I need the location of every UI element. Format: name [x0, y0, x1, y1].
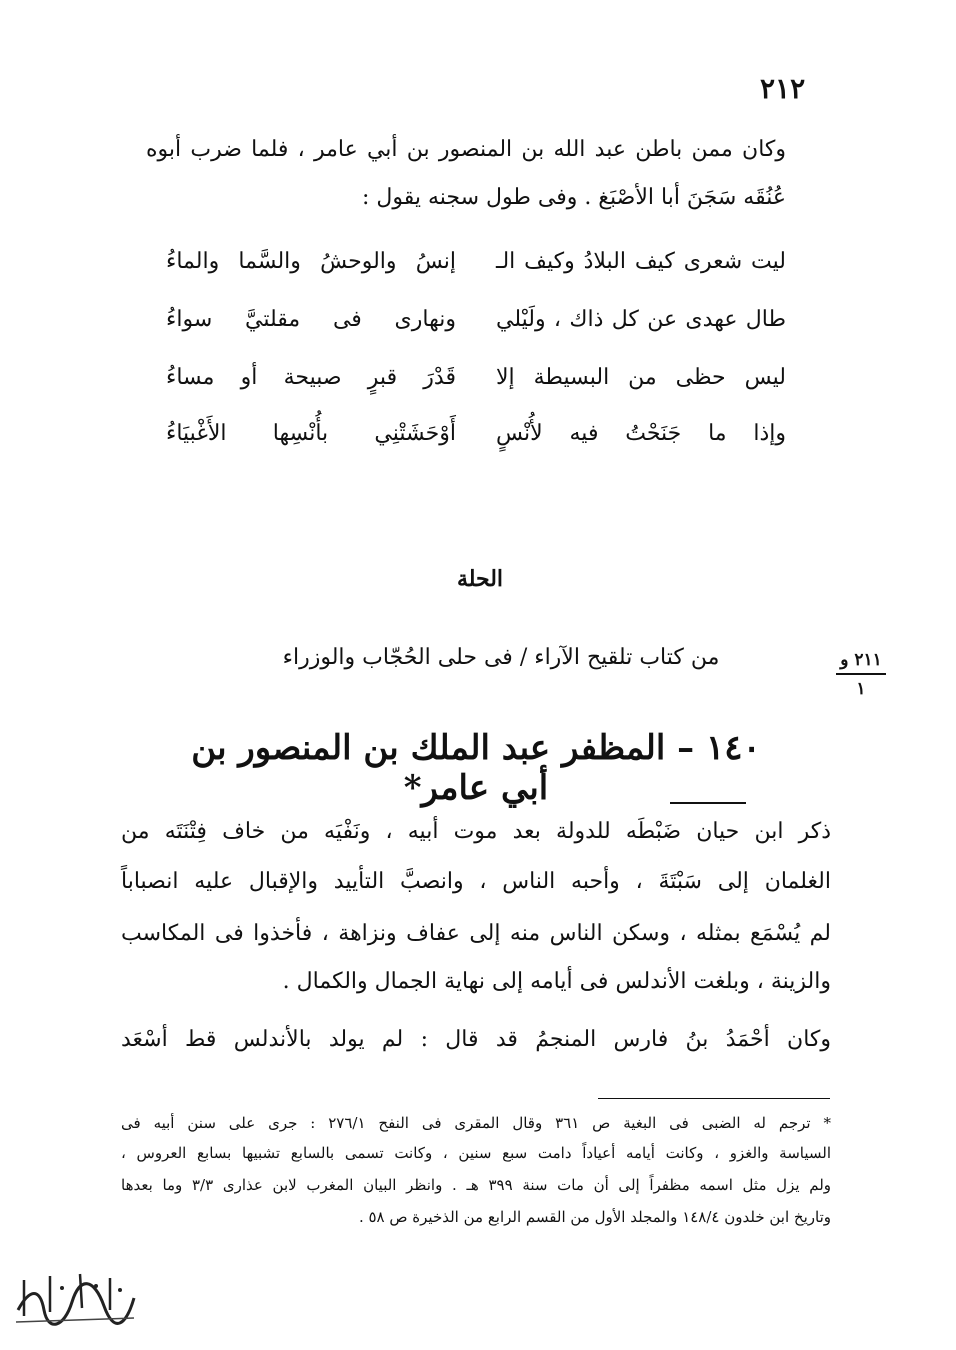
verse-second-hemistich: قَدْرَ قبرٍ صبيحة أو مساءُ: [166, 365, 456, 390]
verse-row: [166, 300, 786, 340]
verse-first-hemistich: طال عهدى عن كل ذاك ، ولَيْلي: [496, 307, 786, 332]
section-title: الحلة: [456, 566, 504, 592]
body-line-1: ذكر ابن حيان ضَبْطَه للدولة بعد موت أبيه ، ونَفْيَه من خاف فِتْنَتَه من: [121, 819, 831, 844]
body-line-5: وكان أحْمَدُ بنُ فارس المنجمُ قد قال : لم يولد بالأندلس قط أسْعَد: [121, 1027, 831, 1052]
body-line-2: الغلمان إلى سَبْتَةَ ، وأحبه الناس ، وانصبَّ التأييد والإقبال عليه انصباباً: [121, 869, 831, 894]
footnote-line-4: وتاريخ ابن خلدون ١٤٨/٤ والمجلد الأول من القسم الرابع من الذخيرة ص ٥٨ .: [358, 1208, 831, 1226]
verse-row: [166, 242, 786, 282]
margin-reference: [836, 650, 886, 699]
verse-row: [166, 358, 786, 398]
intro-line-1: وكان ممن باطن عبد الله بن المنصور بن أبي عامر ، فلما ضرب أبوه: [146, 137, 786, 162]
footnote-line-3: ولم يزل مثل اسمه مظفراً إلى أن مات سنة ٣٩٩ هـ . وانظر البيان المغرب لابن عذارى ٣/٣ وما بعدها: [121, 1176, 832, 1194]
verse-first-hemistich: ليت شعرى كيف البلادُ وكيف الـ: [496, 249, 786, 274]
verse-first-hemistich: وإذا ما جَنَحْتُ فيه لأُنْسٍ: [496, 421, 786, 446]
verse-second-hemistich: ونهارى فى مقلتيَّ سواءُ: [166, 307, 456, 332]
verse-first-hemistich: ليس حظى من البسيطة إلا: [496, 365, 786, 390]
page-number: ٢١٢: [760, 72, 806, 105]
publisher-logo: [10, 1268, 140, 1334]
margin-folio: ٢١١ و: [836, 650, 886, 675]
footnote-line-2: السياسة والغزو ، وكانت أيامه أعياداً دامت سبع سنين ، وكانت تسمى بالسابع تشبيها بسابع العروس ،: [121, 1144, 831, 1162]
footnote-line-1: * ترجم له الضبى فى البغية ص ٣٦١ وقال المقرى فى النفح ٢٧٦/١ : جرى على سنن أبيه فى: [121, 1114, 831, 1132]
body-line-4: والزينة ، وبلغت الأندلس فى أيامه إلى نهاية الجمال والكمال .: [282, 969, 831, 994]
heading-divider: [670, 802, 746, 804]
footnote-divider: [598, 1098, 830, 1099]
source-line: من كتاب تلقيح الآراء / فى حلى الحُجّاب والوزراء: [282, 645, 720, 670]
verse-second-hemistich: إنسُ والوحشُ والسَّما والماءُ: [166, 249, 456, 274]
verse-second-hemistich: أَوْحَشَتْنِي بأُنْسِها الأَغْبيَاءُ: [166, 421, 456, 446]
entry-heading: ١٤٠ – المظفر عبد الملك بن المنصور بن أبي عامر*: [191, 728, 761, 808]
margin-line-number: ١: [856, 679, 866, 699]
verse-row: [166, 414, 786, 454]
body-line-3: لم يُسْمَع بمثله ، وسكن الناس منه إلى عفاف ونزاهة ، فأخذوا فى المكاسب: [121, 921, 831, 946]
intro-line-2: عُنُقَه سَجَنَ أبا الأصْبَغ . وفى طول سجنه يقول :: [361, 185, 786, 210]
